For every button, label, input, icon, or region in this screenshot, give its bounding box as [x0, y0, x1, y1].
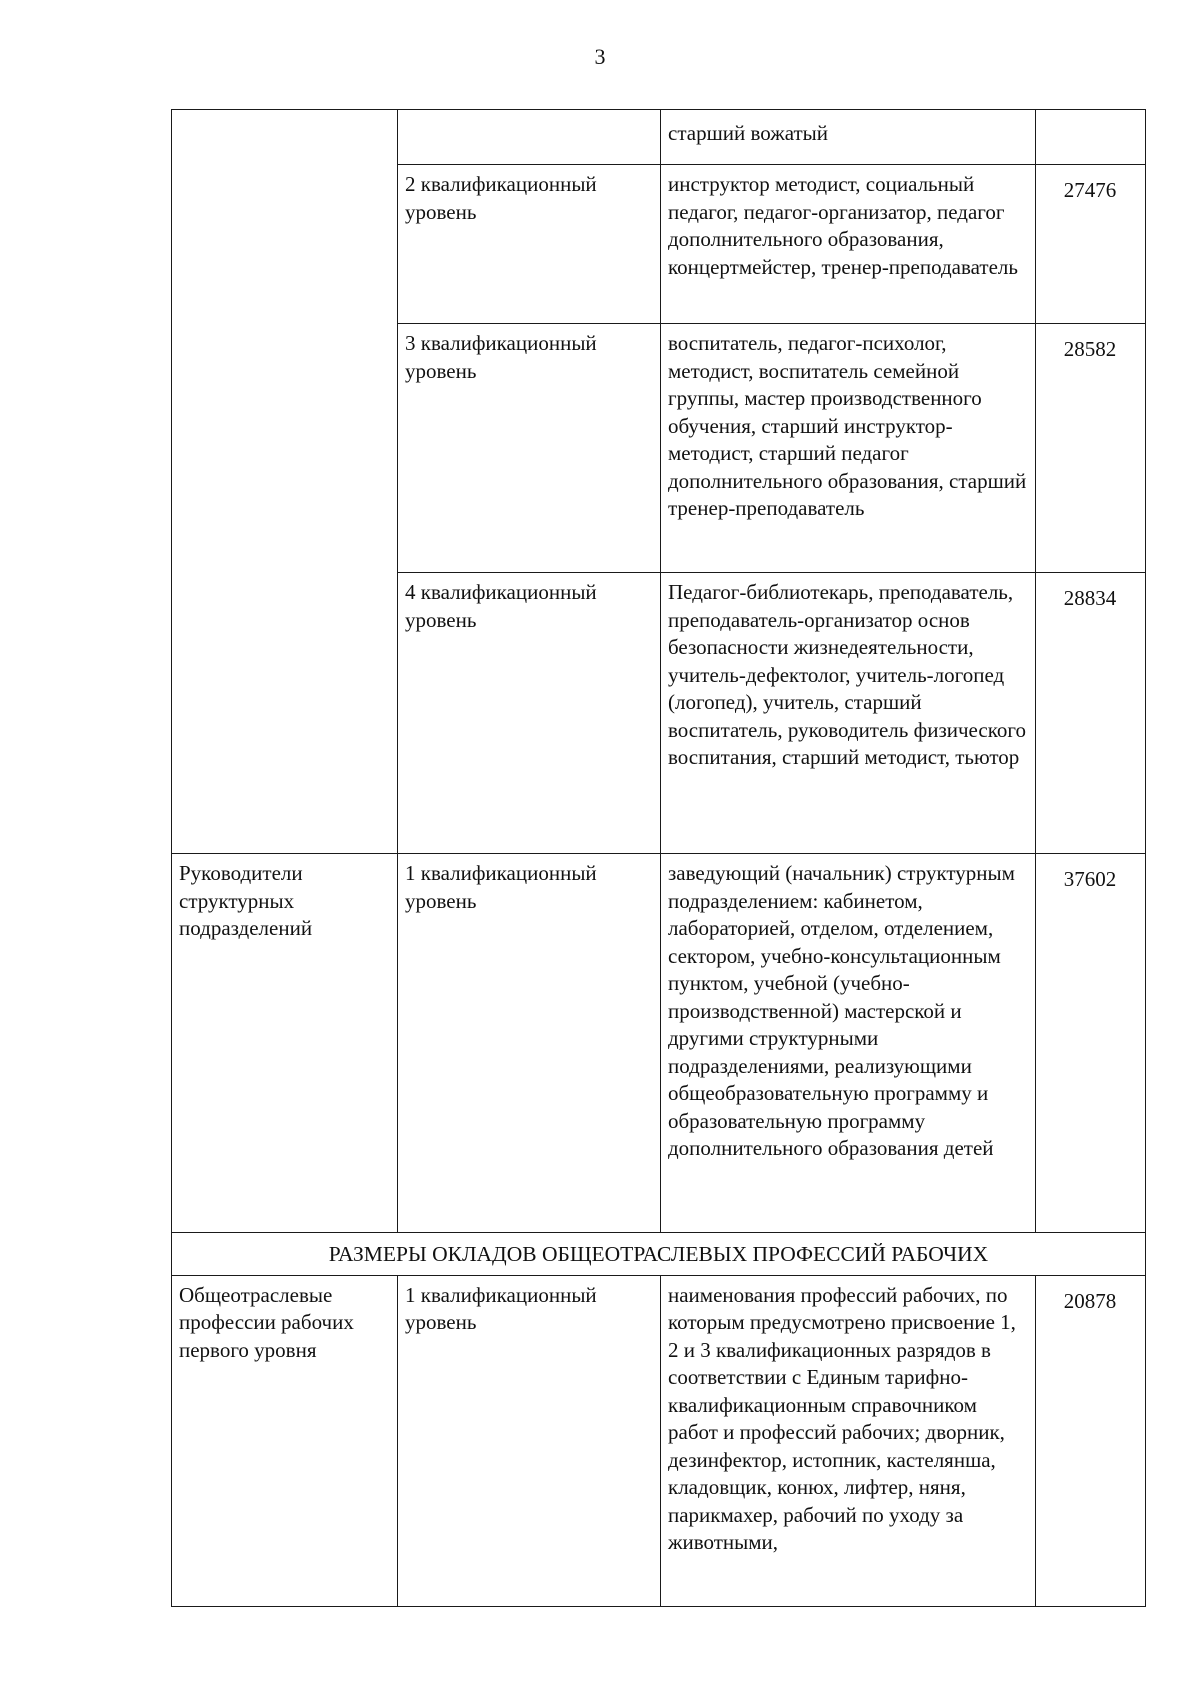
positions-cell: воспитатель, педагог-психолог, методист, воспитатель семейной группы, мастер производственного обучения, старший инструктор-методист, старший педагог дополнительного образования, старший тренер-преподаватель	[661, 324, 1036, 573]
salary-cell	[1036, 110, 1146, 165]
section-heading: РАЗМЕРЫ ОКЛАДОВ ОБЩЕОТРАСЛЕВЫХ ПРОФЕССИЙ РАБОЧИХ	[172, 1233, 1146, 1276]
salary-cell: 28582	[1036, 324, 1146, 573]
level-cell: 4 квалификационный уровень	[398, 573, 661, 854]
section-heading-row	[172, 1233, 1146, 1276]
group-cell: Общеотраслевые профессии рабочих первого уровня	[172, 1275, 398, 1606]
positions-cell: заведующий (начальник) структурным подразделением: кабинетом, лабораторией, отделом, отделением, сектором, учебно-консультационным пунктом, учебной (учебно-производственной) мастерской и другими структурными подразделениями, реализующими общеобразовательную программу и образовательную программу дополнительного образования детей	[661, 854, 1036, 1233]
table-row	[172, 110, 1146, 165]
group-cell: Руководители структурных подразделений	[172, 854, 398, 1233]
table-row	[172, 854, 1146, 1233]
table-row	[172, 1275, 1146, 1606]
salary-cell: 28834	[1036, 573, 1146, 854]
positions-cell: старший вожатый	[661, 110, 1036, 165]
salary-cell: 20878	[1036, 1275, 1146, 1606]
level-cell: 1 квалификационный уровень	[398, 854, 661, 1233]
level-cell: 2 квалификационный уровень	[398, 165, 661, 324]
level-cell: 3 квалификационный уровень	[398, 324, 661, 573]
positions-cell: наименования профессий рабочих, по которым предусмотрено присвоение 1, 2 и 3 квалификационных разрядов в соответствии с Единым тарифно-квалификационным справочником работ и профессий рабочих; дворник, дезинфектор, истопник, кастелянша, кладовщик, конюх, лифтер, няня, парикмахер, рабочий по уходу за животными,	[661, 1275, 1036, 1606]
positions-cell: инструктор методист, социальный педагог, педагог-организатор, педагог дополнительного образования, концертмейстер, тренер-преподаватель	[661, 165, 1036, 324]
group-cell	[172, 110, 398, 854]
salary-cell: 37602	[1036, 854, 1146, 1233]
level-cell: 1 квалификационный уровень	[398, 1275, 661, 1606]
level-cell	[398, 110, 661, 165]
positions-cell: Педагог-библиотекарь, преподаватель, преподаватель-организатор основ безопасности жизнедеятельности, учитель-дефектолог, учитель-логопед (логопед), учитель, старший воспитатель, руководитель физического воспитания, старший методист, тьютор	[661, 573, 1036, 854]
salary-cell: 27476	[1036, 165, 1146, 324]
page-number: 3	[594, 44, 606, 69]
salary-table	[171, 109, 1146, 1607]
